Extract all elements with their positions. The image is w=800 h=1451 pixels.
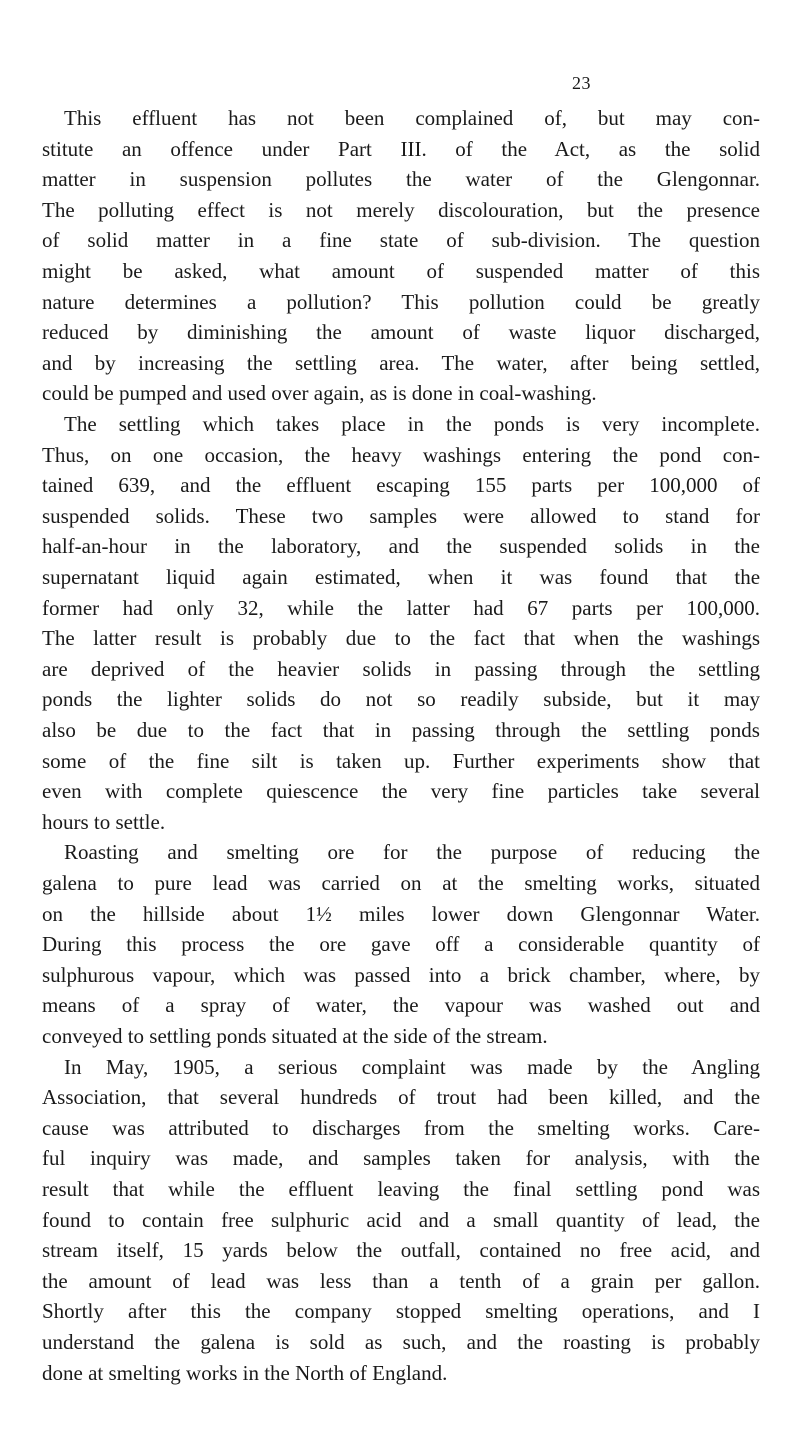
text-line-content: matter in suspension pollutes the water of the Glengonnar. <box>42 167 761 192</box>
text-line <box>0 655 800 683</box>
text-line <box>0 1083 800 1111</box>
page-number: 23 <box>572 73 591 93</box>
text-line <box>0 716 800 744</box>
text-line-content: sulphurous vapour, which was passed into a brick chamber, where, by <box>42 962 761 987</box>
text-line-content: Shortly after this the company stopped smelting operations, and I <box>42 1299 760 1324</box>
text-line-content: stream itself, 15 yards below the outfall, contained no free acid, and <box>42 1238 761 1263</box>
text-line <box>0 379 800 407</box>
text-line-content: galena to pure lead was carried on at the smelting works, situated <box>42 871 760 895</box>
text-line-content: understand the galena is sold as such, and the roasting is probably <box>42 1330 760 1354</box>
text-line-content: half-an-hour in the laboratory, and the suspended solids in the <box>42 534 761 559</box>
text-line <box>0 1359 800 1387</box>
text-line <box>0 869 800 897</box>
text-line <box>0 624 800 652</box>
text-line <box>0 1328 800 1356</box>
text-line <box>0 563 800 591</box>
text-line-content: even with complete quiescence the very fine particles take several <box>42 779 761 804</box>
text-line-content: and by increasing the settling area. The water, after being settled, <box>42 350 761 375</box>
text-line-content: could be pumped and used over again, as is done in coal-washing. <box>42 381 597 406</box>
text-line-content: Roasting and smelting ore for the purpose of reducing the <box>64 840 760 865</box>
text-line <box>0 165 800 193</box>
text-line <box>0 747 800 775</box>
text-line <box>0 257 800 285</box>
text-line-content: conveyed to settling ponds situated at the side of the stream. <box>42 1024 548 1048</box>
text-line <box>0 104 800 132</box>
text-line <box>0 1297 800 1325</box>
text-line <box>0 777 800 805</box>
text-line <box>0 1144 800 1172</box>
text-line-content: The settling which takes place in the ponds is very incomplete. <box>64 412 760 436</box>
text-line-content: also be due to the fact that in passing through the settling ponds <box>42 718 760 742</box>
text-line <box>0 685 800 713</box>
text-line <box>0 961 800 989</box>
text-line <box>0 1267 800 1295</box>
text-line <box>0 135 800 163</box>
text-line-content: suspended solids. These two samples were allowed to stand for <box>42 503 760 528</box>
text-line <box>0 318 800 346</box>
text-line <box>0 594 800 622</box>
text-line <box>0 532 800 560</box>
text-line <box>0 808 800 836</box>
text-line <box>0 349 800 377</box>
text-line-content: tained 639, and the effluent escaping 155 parts per 100,000 of <box>42 473 761 498</box>
text-line-content: During this process the ore gave off a considerable quantity of <box>42 932 760 957</box>
text-line <box>0 196 800 224</box>
text-line <box>0 226 800 254</box>
text-line-content: The polluting effect is not merely discolouration, but the presence <box>42 197 760 222</box>
text-line-content: reduced by diminishing the amount of waste liquor discharged, <box>42 320 760 345</box>
text-line <box>0 1114 800 1142</box>
text-line <box>0 441 800 469</box>
text-line <box>0 471 800 499</box>
text-line-content: result that while the effluent leaving the final settling pond was <box>42 1177 761 1201</box>
text-line-content: of solid matter in a fine state of sub-division. The question <box>42 228 760 253</box>
text-line <box>0 1206 800 1234</box>
text-line <box>0 502 800 530</box>
text-line-content: Association, that several hundreds of trout had been killed, and the <box>42 1085 761 1110</box>
text-line <box>0 410 800 438</box>
text-line-content: The latter result is probably due to the fact that when the washings <box>42 626 761 651</box>
text-line-content: done at smelting works in the North of England. <box>42 1360 448 1385</box>
text-line-content: means of a spray of water, the vapour was washed out and <box>42 993 761 1018</box>
text-line-content: found to contain free sulphuric acid and a small quantity of lead, the <box>42 1207 760 1232</box>
text-line <box>0 1236 800 1264</box>
text-line-content: nature determines a pollution? This pollution could be greatly <box>42 289 761 314</box>
text-line <box>0 838 800 866</box>
text-line-content: supernatant liquid again estimated, when it was found that the <box>42 565 761 589</box>
text-line <box>0 930 800 958</box>
text-line-content: might be asked, what amount of suspended matter of this <box>42 259 760 283</box>
text-line-content: hours to settle. <box>42 809 166 834</box>
text-line-content: some of the fine silt is taken up. Further experiments show that <box>42 748 760 773</box>
text-line-content: cause was attributed to discharges from the smelting works. Care- <box>42 1115 760 1140</box>
text-line-content: ful inquiry was made, and samples taken for analysis, with the <box>42 1146 761 1171</box>
text-line-content: ponds the lighter solids do not so readily subside, but it may <box>42 687 760 712</box>
text-line-content: are deprived of the heavier solids in passing through the settling <box>42 656 761 681</box>
text-line <box>0 900 800 928</box>
text-line-content: This effluent has not been complained of, but may con- <box>64 106 761 130</box>
text-line-content: on the hillside about 1½ miles lower down Glengonnar Water. <box>42 901 760 926</box>
text-line-content: the amount of lead was less than a tenth of a grain per gallon. <box>42 1268 761 1293</box>
text-line <box>0 288 800 316</box>
text-line <box>0 991 800 1019</box>
text-line <box>0 1175 800 1203</box>
text-line-content: In May, 1905, a serious complaint was made by the Angling <box>64 1054 760 1079</box>
text-line <box>0 1053 800 1081</box>
text-line <box>0 1022 800 1050</box>
text-line-content: former had only 32, while the latter had 67 parts per 100,000. <box>42 595 760 620</box>
text-line-content: Thus, on one occasion, the heavy washings entering the pond con- <box>42 442 761 467</box>
text-line-content: stitute an offence under Part III. of the Act, as the solid <box>42 136 760 161</box>
